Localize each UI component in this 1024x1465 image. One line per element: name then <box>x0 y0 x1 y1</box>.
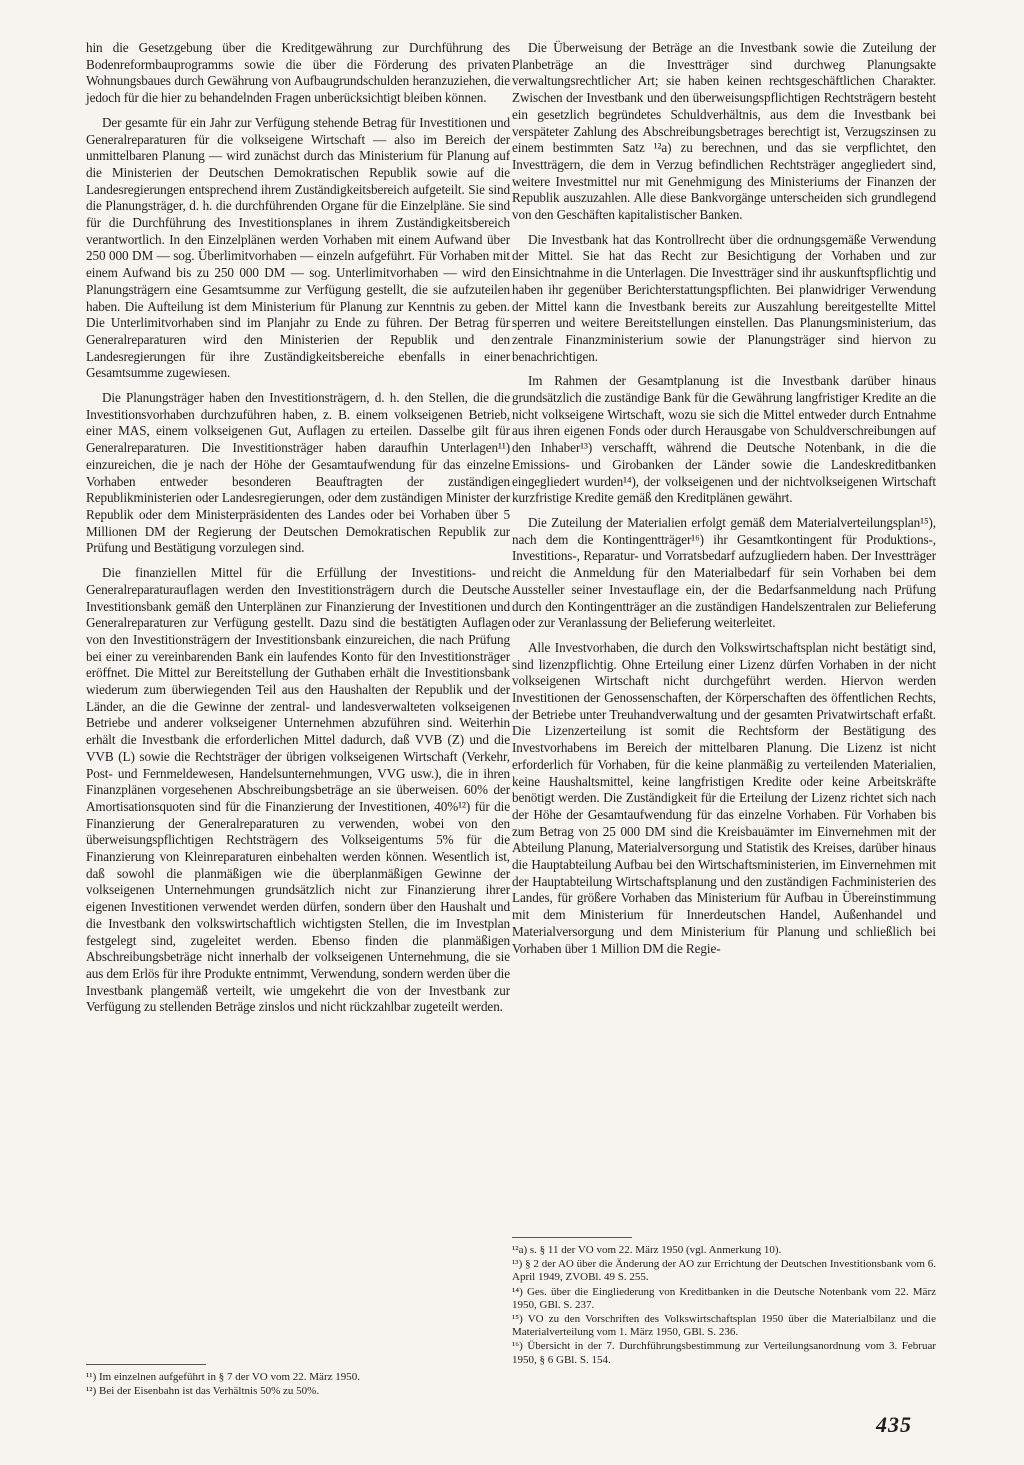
footnote: ¹⁴) Ges. über die Eingliederung von Kreditbanken in die Deutsche Notenbank vom 22. März 1950, GBl. S. 237. <box>512 1285 936 1311</box>
paragraph: Die Planungsträger haben den Investitionsträgern, d. h. den Stellen, die die Investitionsvorhaben durchzuführen haben, z. B. einem volkseigenen Betrieb, einer MAS, einem volkseigenen Gut, Auflagen zu erteilen. Dasselbe gilt für Generalreparaturen. Die Investitionsträger haben daraufhin Unterlagen¹¹) einzureichen, die je nach der Höhe der Gesamtaufwendung für das einzelne Vorhaben entweder besonderen Beauftragten der zuständigen Republikministerien oder Landesregierungen, oder dem zuständigen Minister der Republik oder dem Ministerpräsidenten des Landes oder bei Vorhaben über 5 Millionen DM der Regierung der Deutschen Demokratischen Republik zur Prüfung und Bestätigung vorzulegen sind. <box>86 390 510 556</box>
paragraph: Die Investbank hat das Kontrollrecht über die ordnungsgemäße Verwendung der Mittel. Sie hat das Recht zur Besichtigung der Vorhaben und zur Einsichtnahme in die Unterlagen. Die Investträger sind ihr auskunftspflichtig und haben ihr gegenüber Berichterstattungspflichten. Bei planwidriger Verwendung der Mittel kann die Investbank bereits zur Auszahlung bereitgestellte Mittel sperren und weitere Bereitstellungen einstellen. Das Planungsministerium, das zentrale Finanzministerium sowie der Planungsträger sind hiervon zu benachrichtigen. <box>512 231 936 364</box>
page-number: 435 <box>876 1412 912 1437</box>
footnote-divider <box>86 1364 206 1365</box>
left-column <box>86 40 510 1024</box>
paragraph: Die finanziellen Mittel für die Erfüllung der Investitions- und Generalreparaturauflagen werden den Investitionsträgern durch die Deutsche Investitionsbank gemäß den Unterplänen zur Finanzierung der Investitionen und Generalreparaturen zur Verfügung gestellt. Dazu sind die bestätigten Auflagen von den Investitionsträgern der Investitionsbank einzureichen, die nach Prüfung bei einer zu vereinbarenden Bank ein laufendes Konto für den Investitionsträger eröffnet. Die Mittel zur Bereitstellung der Guthaben erhält die Investitionsbank wiederum zum überwiegenden Teil aus den Haushalten der Republik und der Länder, an die die Gewinne der zentral- und landesverwalteten volkseigenen Betriebe und anderer volkseigener Unternehmen abzuführen sind. Weiterhin erhält die Investbank die erforderlichen Mittel dadurch, daß VVB (Z) und die VVB (L) sowie die Rechtsträger der übrigen volkseigenen Wirtschaft (Verkehr, Post- und Fernmeldewesen, Handelsunternehmungen, VVG usw.), die in ihren Finanzplänen vorgesehenen Abschreibungsbeträge an sie überweisen. 60% der Amortisationsquoten sind für die Finanzierung der Investitionen, 40%¹²) für die Finanzierung der Generalreparaturen zu verwenden, wobei von den überweisungspflichtigen Rechtsträgern des Volkseigentums 5% für die Finanzierung von Kleinreparaturen einbehalten werden können. Wesentlich ist, daß sowohl die planmäßigen wie die überplanmäßigen Gewinne der volkseigenen Unternehmungen grundsätzlich nicht zur Finanzierung ihrer eigenen Investitionen verwendet werden dürfen, sondern über den Haushalt und die Investbank den volkswirtschaftlich wichtigsten Stellen, die im Investplan festgelegt sind, zugeleitet werden. Ebenso finden die planmäßigen Abschreibungsbeträge nicht innerhalb der volkseigenen Unternehmung, die sie aus dem Erlös für ihre Produkte entnimmt, Verwendung, sondern werden über die Investbank plangemäß verteilt, wie umgekehrt die von der Investbank zur Verfügung zu stellenden Beträge zinslos und nicht rückzahlbar zugeteilt werden. <box>86 565 510 1015</box>
footnote: ¹²) Bei der Eisenbahn ist das Verhältnis 50% zu 50%. <box>86 1385 320 1398</box>
paragraph: hin die Gesetzgebung über die Kreditgewährung zur Durchführung des Bodenreformbauprogramms sowie die über die Förderung des privaten Wohnungsbaues durch Gewährung von Aufbaugrundschulden heranzuziehen, die jedoch für die hier zu behandelnden Fragen unberücksichtigt bleiben können. <box>86 40 510 106</box>
paragraph: Die Zuteilung der Materialien erfolgt gemäß dem Materialverteilungsplan¹⁵), nach dem die Kontingentträger¹⁶) ihr Gesamtkontingent für Produktions-, Investitions-, Reparatur- und Vorratsbedarf aufzugliedern haben. Der Investträger reicht die Anmeldung für den Materialbedarf für sein Vorhaben bei dem Aussteller seiner Investauflage ein, der die Bedarfsanmeldung nach Prüfung durch den Kontingentträger an die zuständigen Handelszentralen zur Belieferung oder zur Veranlassung der Belieferung weiterleitet. <box>512 514 936 631</box>
paragraph: Die Überweisung der Beträge an die Investbank sowie die Zuteilung der Planbeträge an die Investträger sind durchweg Planungsakte verwaltungsrechtlicher Art; sie haben keinen rechtsgeschäftlichen Charakter. Zwischen der Investbank und den überweisungspflichtigen Rechtsträgern besteht ein gesetzlich begründetes Schuldverhältnis, aus dem die Investbank bei verspäteter Zahlung des Abschreibungsbetrages berechtigt ist, Verzugszinsen zu einem bestimmten Satz ¹²a) zu berechnen, und das sie verpflichtet, den Investträgern, die dem in Verzug befindlichen Rechtsträger angegliedert sind, weitere Investmittel nur mit Genehmigung des Ministeriums der Finanzen der Republik auszuzahlen. Alle diese Bankvorgänge unterscheiden sich grundlegend von den Geschäften kapitalistischer Banken. <box>512 40 936 223</box>
footnote: ¹²a) s. § 11 der VO vom 22. März 1950 (vgl. Anmerkung 10). <box>512 1244 782 1256</box>
left-footnotes <box>86 1352 510 1399</box>
footnote: ¹⁶) Übersicht in der 7. Durchführungsbestimmung zur Verteilungsanordnung vom 3. Februar 1950, § 6 GBl. S. 154. <box>512 1340 936 1366</box>
footnote: ¹⁵) VO zu den Vorschriften des Volkswirtschaftsplan 1950 über die Materialbilanz und die Materialverteilung vom 1. März 1950, GBl. S. 236. <box>512 1313 936 1339</box>
right-column <box>512 40 936 965</box>
footnote: ¹¹) Im einzelnen aufgeführt in § 7 der VO vom 22. März 1950. <box>86 1371 360 1383</box>
paragraph: Alle Investvorhaben, die durch den Volkswirtschaftsplan nicht bestätigt sind, sind lizenzpflichtig. Ohne Erteilung einer Lizenz dürfen Vorhaben in der nicht volkseigenen Wirtschaft nicht durchgeführt werden. Hiervon werden Investitionen der Genossenschaften, der Körperschaften des öffentlichen Rechts, der Betriebe unter Treuhandverwaltung und der gesamten Privatwirtschaft erfaßt. Die Lizenzerteilung ist somit die Rechtsform der Bestätigung des Investvorhabens im Bereich der mittelbaren Planung. Die Lizenz ist nicht erforderlich für Vorhaben, für die keine planmäßig zu verteilenden Materialien, keine Haushaltsmittel, keine langfristigen Kredite oder keine Arbeitskräfte benötigt werden. Die Zuständigkeit für die Erteilung der Lizenz richtet sich nach der Höhe der Gesamtaufwendung für das einzelne Vorhaben. Für Vorhaben bis zum Betrag von 25 000 DM sind die Kreisbauämter im Einvernehmen mit der Abteilung Planung, Materialversorgung und Statistik des Kreises, darüber hinaus die Hauptabteilung Aufbau bei den Wirtschaftsministerien, im Einvernehmen mit der Hauptabteilung Wirtschaftsplanung und den zuständigen Fachministerien des Landes, für größere Vorhaben das Ministerium für Aufbau in Übereinstimmung mit dem Ministerium für Innerdeutschen Handel, Außenhandel und Materialversorgung und dem Ministerium für Planung und schließlich bei Vorhaben über 1 Million DM die Regie- <box>512 639 936 956</box>
paragraph: Im Rahmen der Gesamtplanung ist die Investbank darüber hinaus grundsätzlich die zuständige Bank für die Gewährung langfristiger Kredite an die nicht volkseigene Wirtschaft, wozu sie sich die Mittel entweder durch Entnahme aus ihren eigenen Fonds oder durch Herausgabe von Schuldverschreibungen auf den Inhaber¹³) verschafft, während die Deutsche Notenbank, in die die Emissions- und Girobanken der Länder sowie die Landeskreditbanken eingegliedert wurden¹⁴), der volkseigenen und der nichtvolkseigenen Wirtschaft kurzfristige Kredite gemäß den Kreditplänen gewährt. <box>512 373 936 506</box>
footnote: ¹³) § 2 der AO über die Änderung der AO zur Errichtung der Deutschen Investitionsbank vom 6. April 1949, ZVOBl. 49 S. 255. <box>512 1258 936 1284</box>
footnote-divider <box>512 1237 632 1238</box>
right-footnotes <box>512 1225 936 1368</box>
paragraph: Der gesamte für ein Jahr zur Verfügung stehende Betrag für Investitionen und Generalreparaturen für die volkseigene Wirtschaft — also im Bereich der unmittelbaren Planung — wird zunächst durch das Ministerium für Planung auf die Ministerien der Deutschen Demokratischen Republik sowie auf die Landesregierungen entsprechend ihrem Zuständigkeitsbereich aufgeteilt. Sie sind die Planungsträger, d. h. die durchführenden Organe für die Einzelpläne. Sie sind für die Durchführung des Investitionsplanes in ihrem Zuständigkeitsbereich verantwortlich. In den Einzelplänen werden Vorhaben mit einem Aufwand über 250 000 DM — sog. Überlimitvorhaben — einzeln aufgeführt. Für Vorhaben mit einem Aufwand bis zu 250 000 DM — sog. Unterlimitvorhaben — wird den Planungsträgern eine Gesamtsumme zur Verfügung gestellt, die sie aufzuteilen haben. Die Aufteilung ist dem Ministerium für Planung zur Kenntnis zu geben. Die Unterlimitvorhaben sind im Planjahr zu Ende zu führen. Der Betrag für Generalreparaturen wird den Ministerien der Republik und den Landesregierungen für ihre Zuständigkeitsbereiche ebenfalls in einer Gesamtsumme zugewiesen. <box>86 114 510 381</box>
